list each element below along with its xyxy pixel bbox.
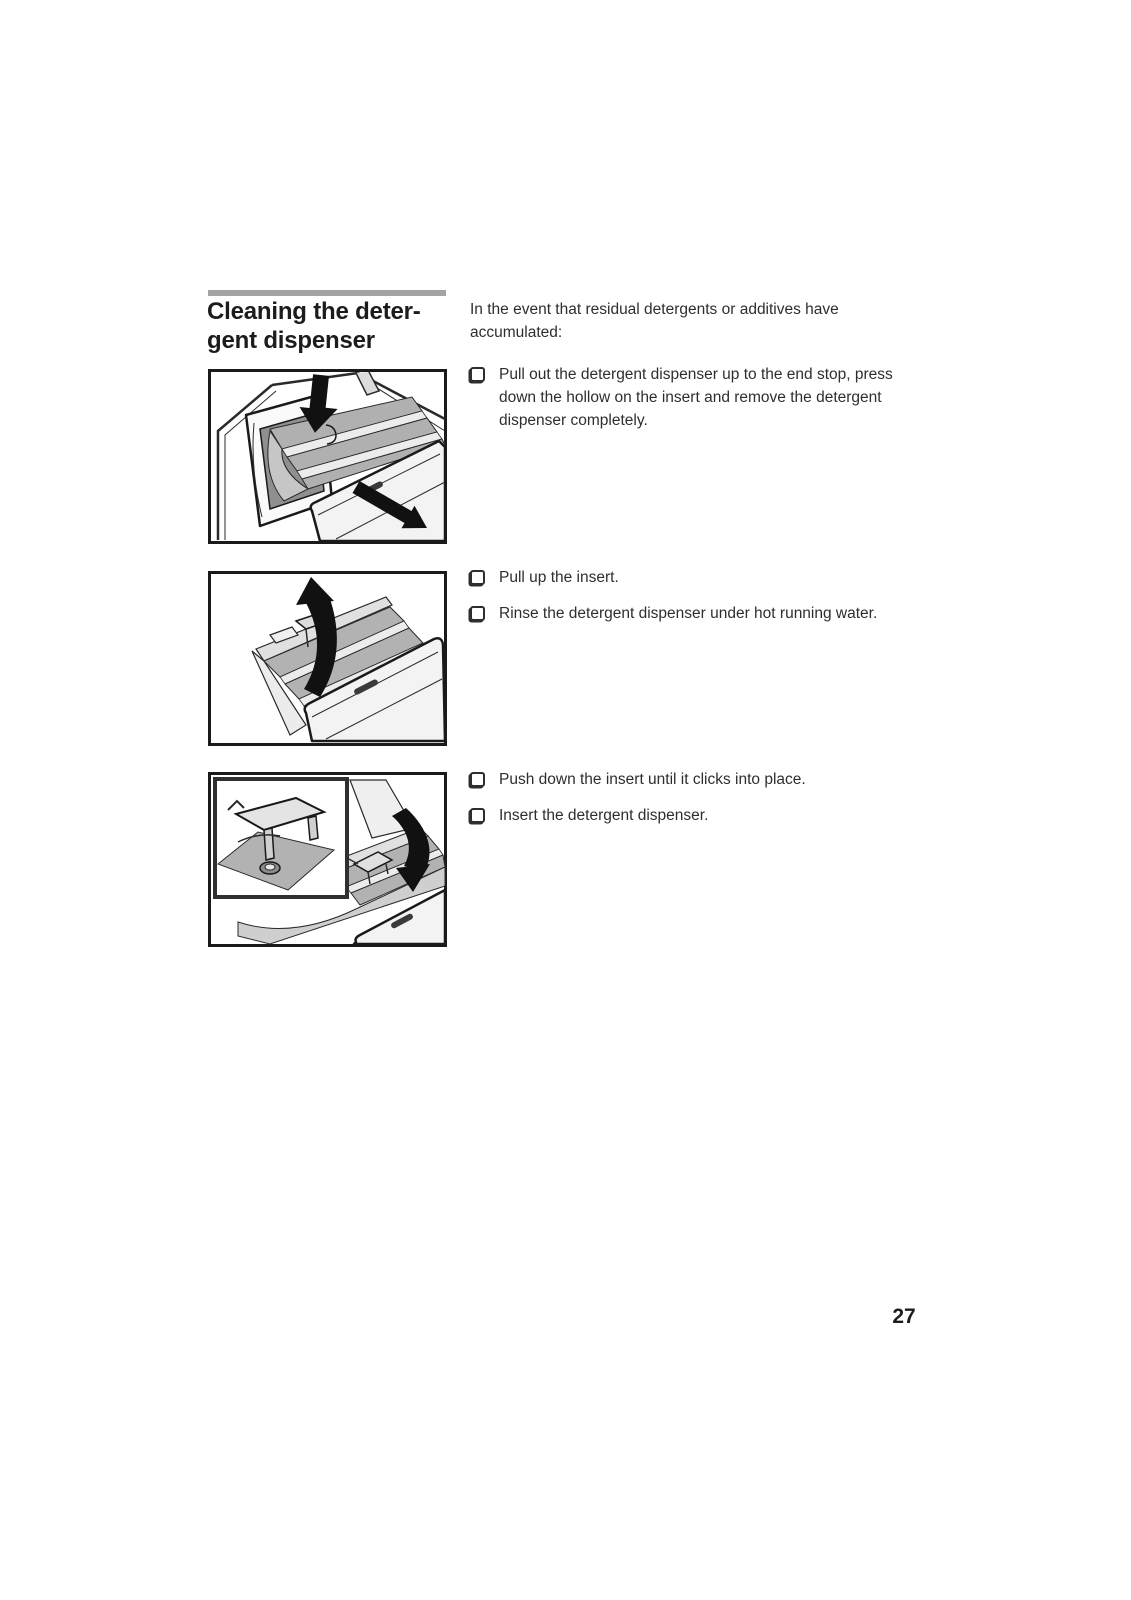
intro-text: In the event that residual detergents or additives have accumulated: [470,300,839,341]
checkbox-bullet-icon [470,808,485,823]
step-text: Insert the detergent dispenser. [499,807,709,824]
step-text: Pull up the insert. [499,569,619,586]
step-item [470,566,918,589]
step-text: Push down the insert until it clicks into place. [499,771,806,788]
section-title-line1: Cleaning the deter- [207,298,421,325]
pull-up-insert-figure [208,571,447,746]
step-group-2 [470,566,918,638]
pull-out-dispenser-illustration [208,369,447,544]
step-item [470,804,918,827]
step-group-3 [470,768,918,840]
step-group-1 [470,363,918,445]
step-item [470,363,918,432]
insert-closeup-inset [215,779,358,897]
step-text: Rinse the detergent dispenser under hot running water. [499,605,878,622]
section-rule [208,290,446,296]
page-number: 27 [892,1305,916,1328]
step-text: Pull out the detergent dispenser up to the end stop, press down the hollow on the insert and remove the detergent dispenser completely. [499,366,893,429]
section-title [207,297,421,355]
checkbox-bullet-icon [470,772,485,787]
checkbox-bullet-icon [470,367,485,382]
push-down-insert-figure [208,772,447,947]
checkbox-bullet-icon [470,606,485,621]
section-title-line2: gent dispenser [207,327,375,354]
pull-out-dispenser-figure [208,369,447,544]
step-item [470,768,918,791]
step-item [470,602,918,625]
checkbox-bullet-icon [470,570,485,585]
push-down-insert-illustration [208,772,447,947]
pull-up-insert-illustration [208,571,447,746]
